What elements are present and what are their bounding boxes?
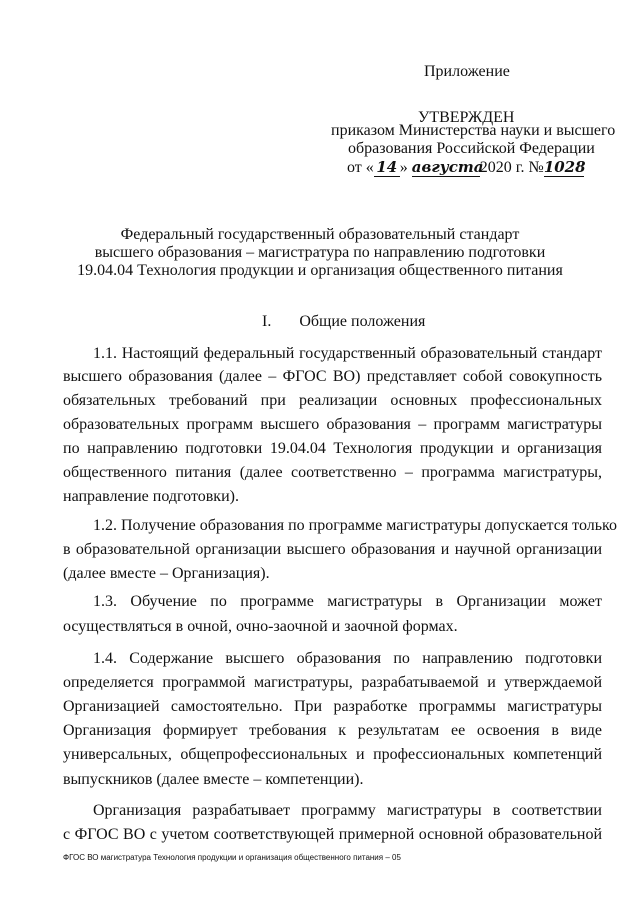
body-line: определяется программой магистратуры, разрабатываемой и утверждаемой xyxy=(63,674,602,691)
body-line: осуществляться в очной, очно-заочной и заочной формах. xyxy=(63,618,458,635)
body-line: (далее вместе – Организация). xyxy=(63,565,270,582)
body-line: выпускников (далее вместе – компетенции). xyxy=(63,771,364,788)
body-line: Организация формирует требования к результатам ее освоения в виде xyxy=(63,722,602,739)
body-line: Организацией самостоятельно. При разработке программы магистратуры xyxy=(63,698,602,715)
date-prefix: от « xyxy=(347,159,374,176)
section-title: Общие положения xyxy=(299,313,426,330)
title-line-1: Федеральный государственный образовательный стандарт xyxy=(120,226,520,243)
body-line: 1.4. Содержание высшего образования по направлению подготовки xyxy=(93,650,602,667)
date-mid: » xyxy=(399,159,408,176)
section-heading xyxy=(262,313,425,331)
handwritten-month: августа xyxy=(411,158,484,176)
date-year: 2020 г. № xyxy=(479,159,544,176)
body-line: в образовательной организации высшего образования и научной организации xyxy=(63,541,602,558)
order-line-1: приказом Министерства науки и высшего xyxy=(331,122,616,139)
section-number: I. xyxy=(262,313,272,330)
body-line: образовательных программ высшего образования – программ магистратуры xyxy=(63,416,602,433)
approved-label: УТВЕРЖДЕН xyxy=(418,109,515,126)
handwritten-day: 14 xyxy=(374,158,400,177)
title-line-2: высшего образования – магистратура по направлению подготовки xyxy=(94,244,546,261)
body-line: обязательных требований при реализации основных профессиональных xyxy=(63,392,602,409)
page-footer: ФГОС ВО магистратура Технология продукции и организация общественного питания – 05 xyxy=(63,853,401,862)
title-line-3: 19.04.04 Технология продукции и организация общественного питания xyxy=(77,262,563,279)
body-line: высшего образования (далее – ФГОС ВО) представляет собой совокупность xyxy=(63,368,602,385)
body-line: 1.3. Обучение по программе магистратуры в Организации может xyxy=(93,593,602,610)
body-line: по направлению подготовки 19.04.04 Технология продукции и организация xyxy=(63,440,602,457)
appendix-label: Приложение xyxy=(424,63,510,80)
body-line: универсальных, общепрофессиональных и профессиональных компетенций xyxy=(63,746,602,763)
body-line: 1.2. Получение образования по программе магистратуры допускается только xyxy=(93,517,617,534)
body-line: общественного питания (далее соответственно – программа магистратуры, xyxy=(63,464,602,481)
body-line: 1.1. Настоящий федеральный государственный образовательный стандарт xyxy=(93,345,602,362)
handwritten-number: 1028 xyxy=(543,158,586,176)
body-line: с ФГОС ВО с учетом соответствующей примерной основной образовательной xyxy=(63,826,602,843)
order-date-line xyxy=(347,158,584,177)
order-line-2: образования Российской Федерации xyxy=(348,140,595,157)
body-line: направление подготовки). xyxy=(63,488,239,505)
body-line: Организация разрабатывает программу магистратуры в соответствии xyxy=(93,802,602,819)
